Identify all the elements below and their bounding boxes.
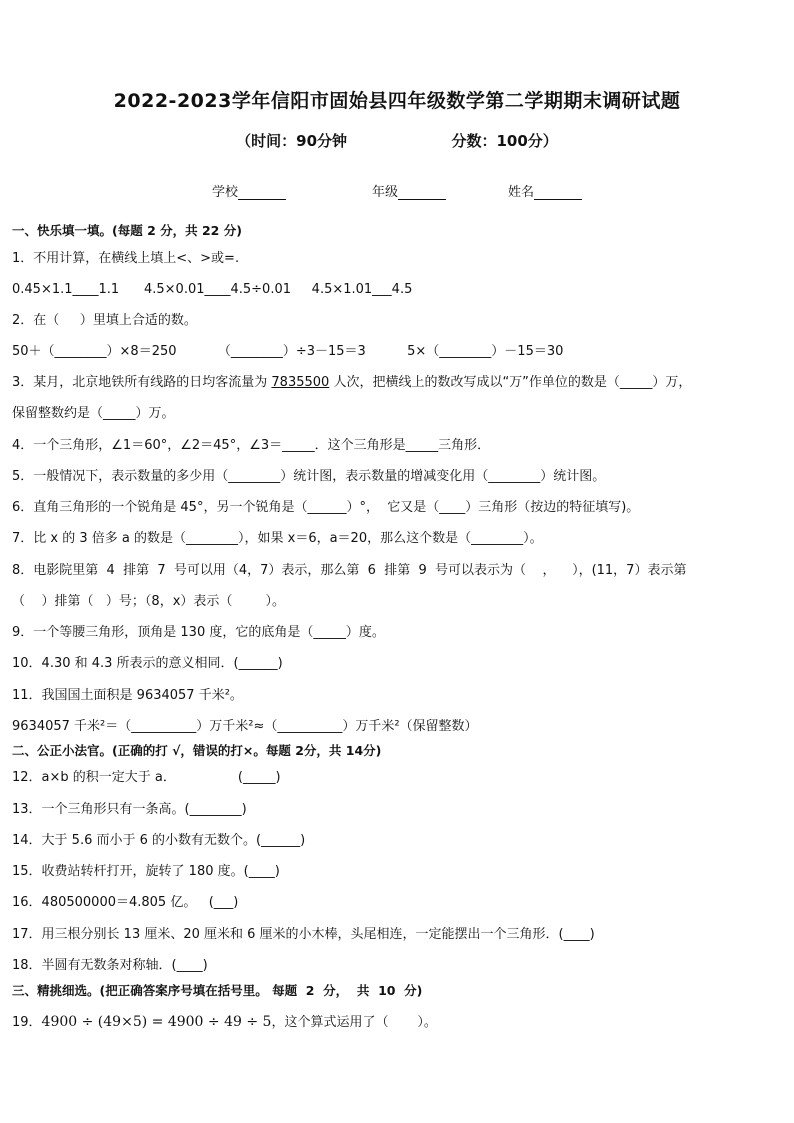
question-19-text: ，这个算式运用了（ ）。: [271, 1015, 437, 1030]
question-14: 14．大于 5.6 而小于 6 的小数有无数个。(______): [12, 833, 306, 848]
question-16: 16．480500000＝4.805 亿。 (___): [12, 895, 239, 910]
grade-label: 年级: [372, 185, 399, 200]
question-3: [12, 374, 691, 392]
question-5: 5．一般情况下，表示数量的多少用（________）统计图，表示数量的增减变化用（________）统计图。: [12, 469, 606, 484]
question-7: 7．比 x 的 3 倍多 a 的数是（________），如果 x＝6，a＝20，那么这个数是（________）。: [12, 531, 543, 546]
question-19-number: 19．: [12, 1015, 42, 1030]
question-6: 6．直角三角形的一个锐角是 45°，另一个锐角是（______）°， 它又是（____）三角形（按边的特征填写)。: [12, 500, 640, 515]
question-3-cont: 保留整数约是（_____）万。: [12, 406, 175, 421]
question-8: 8．电影院里第 4 排第 7 号可以用（4，7）表示，那么第 6 排第 9 号可以表示为（ ， ），(11，7）表示第: [12, 563, 687, 578]
question-2-items: 50＋（________）×8＝250 （________）÷3－15＝3 5×（________）－15＝30: [12, 344, 564, 359]
question-4: 4．一个三角形，∠1＝60°，∠2＝45°，∠3＝_____．这个三角形是_____三角形．: [12, 438, 491, 453]
question-3-part-b: 人次，把横线上的数改写成以“万”作单位的数是（_____）万，: [329, 375, 692, 390]
grade-field: [372, 181, 446, 200]
section3-heading: 三、精挑细选。(把正确答案序号填在括号里。 每题 2 分， 共 10 分): [12, 983, 423, 998]
name-field: [508, 181, 582, 200]
name-label: 姓名: [508, 185, 535, 200]
question-3-number: 7835500: [271, 375, 330, 390]
section2-heading: 二、公正小法官。(正确的打 √，错误的打×。每题 2分，共 14分): [12, 743, 382, 758]
question-8-cont: （ ）排第（ ）号；（8，x）表示（ ）。: [12, 594, 285, 609]
question-9: 9．一个等腰三角形，顶角是 130 度，它的底角是（_____）度。: [12, 625, 385, 640]
question-19: [12, 1013, 437, 1032]
question-19-expression: 4900 ÷ (49×5) = 4900 ÷ 49 ÷ 5: [41, 1014, 272, 1030]
question-11: 11．我国国土面积是 9634057 千米²。: [12, 688, 243, 703]
question-10: 10．4.30 和 4.3 所表示的意义相同．(______): [12, 656, 283, 671]
question-13: 13．一个三角形只有一条高。(________): [12, 802, 247, 817]
question-17: 17．用三根分别长 13 厘米、20 厘米和 6 厘米的小木棒，头尾相连，一定能摆出一个三角形．(____): [12, 927, 595, 942]
time-score-line: （时间：90分钟 分数：100分）: [236, 132, 558, 150]
question-2: 2．在（ ）里填上合适的数。: [12, 313, 197, 328]
section1-heading: 一、快乐填一填。(每题 2 分，共 22 分): [12, 223, 242, 238]
page-title: 2022-2023学年信阳市固始县四年级数学第二学期期末调研试题: [113, 90, 681, 112]
question-1: 1．不用计算，在横线上填上<、>或=.: [12, 251, 240, 266]
question-11-cont: 9634057 千米²＝（__________）万千米²≈（__________）万千米²（保留整数）: [12, 719, 478, 734]
grade-blank: [398, 186, 446, 200]
school-field: [212, 181, 286, 200]
name-blank: [534, 186, 582, 200]
school-label: 学校: [212, 185, 239, 200]
school-blank: [238, 186, 286, 200]
question-3-part-a: 3．某月，北京地铁所有线路的日均客流量为: [12, 375, 272, 390]
question-18: 18．半圆有无数条对称轴．(____): [12, 958, 208, 973]
question-15: 15．收费站转杆打开，旋转了 180 度。(____): [12, 864, 280, 879]
question-1-items: 0.45×1.1____1.1 4.5×0.01____4.5÷0.01 4.5×1.01___4.5: [12, 282, 413, 297]
question-12: 12．a×b 的积一定大于 a． (_____): [12, 770, 281, 785]
